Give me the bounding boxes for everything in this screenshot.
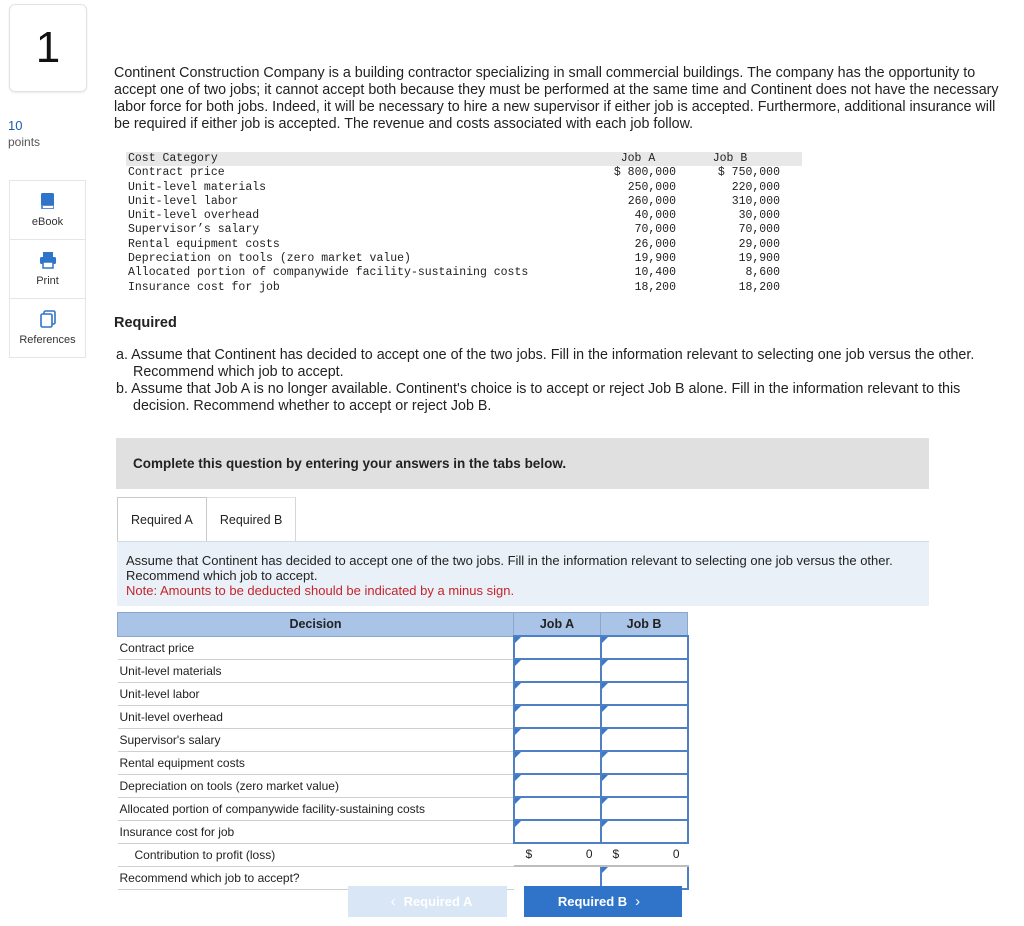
cost-job-a: 10,400 xyxy=(634,266,676,280)
cost-header-category: Cost Category xyxy=(128,152,218,165)
job-a-input[interactable] xyxy=(514,820,601,843)
references-label: References xyxy=(19,334,76,346)
tab-instructions xyxy=(117,541,929,606)
job-b-input[interactable] xyxy=(601,728,688,751)
table-row xyxy=(118,705,688,728)
cost-job-a: $ 800,000 xyxy=(613,166,676,180)
cost-row xyxy=(126,166,802,180)
cost-label: Unit-level labor xyxy=(128,194,239,208)
required-a-text: a. Assume that Continent has decided to accept one of the two jobs. Fill in the information relevant to selecting one job versus the other. Recommend which job to accept. xyxy=(116,347,975,380)
decision-table xyxy=(117,612,689,890)
question-number: 1 xyxy=(9,4,87,92)
table-row xyxy=(118,728,688,751)
cost-label: Unit-level overhead xyxy=(128,209,260,223)
instructions-text: Complete this question by entering your answers in the tabs below. xyxy=(133,456,567,471)
ebook-button[interactable] xyxy=(9,180,86,239)
cost-label: Contract price xyxy=(128,166,225,180)
cost-header-job-b: Job B xyxy=(712,152,748,165)
tool-rail xyxy=(9,180,86,358)
cost-label: Depreciation on tools (zero market value) xyxy=(128,252,411,266)
job-b-input[interactable] xyxy=(601,705,688,728)
job-a-header: Job A xyxy=(514,613,601,637)
cost-table xyxy=(126,152,802,295)
table-row xyxy=(118,774,688,797)
job-b-header: Job B xyxy=(601,613,688,637)
next-button[interactable] xyxy=(524,886,682,917)
cost-row xyxy=(126,266,802,280)
cost-job-b: 19,900 xyxy=(738,252,780,266)
print-button[interactable] xyxy=(9,239,86,298)
cost-job-b: 8,600 xyxy=(745,266,780,280)
chevron-left-icon: ‹ xyxy=(390,893,396,910)
currency-symbol: $ xyxy=(612,847,620,861)
cost-job-b: 70,000 xyxy=(738,223,780,237)
references-button[interactable] xyxy=(9,298,86,358)
cost-row xyxy=(126,281,802,295)
cost-job-a: 18,200 xyxy=(634,280,676,294)
recommend-label: Recommend which job to accept? xyxy=(118,866,514,889)
cost-job-b: 29,000 xyxy=(738,237,780,251)
required-heading: Required xyxy=(114,315,177,331)
job-a-total-value: 0 xyxy=(585,847,593,861)
cost-row xyxy=(126,252,802,266)
job-a-total xyxy=(514,843,601,866)
cost-row xyxy=(126,209,802,223)
job-b-input[interactable] xyxy=(601,751,688,774)
job-b-input[interactable] xyxy=(601,774,688,797)
points-value: 10 xyxy=(8,118,23,133)
cost-row xyxy=(126,223,802,237)
cost-job-b: 18,200 xyxy=(738,280,780,294)
cost-job-b: 220,000 xyxy=(731,180,780,194)
job-b-input[interactable] xyxy=(601,797,688,820)
total-row xyxy=(118,843,688,866)
tab-required-a[interactable]: Required A xyxy=(117,497,207,541)
decision-header: Decision xyxy=(118,613,514,637)
job-a-input[interactable] xyxy=(514,728,601,751)
required-list xyxy=(116,347,1016,415)
previous-button-label: Required A xyxy=(403,894,473,909)
cost-label: Allocated portion of companywide facility-sustaining costs xyxy=(128,266,529,280)
job-a-input[interactable] xyxy=(514,751,601,774)
job-b-input[interactable] xyxy=(601,659,688,682)
total-label: Contribution to profit (loss) xyxy=(118,843,514,866)
cost-job-a: 250,000 xyxy=(627,180,676,194)
table-row xyxy=(118,636,688,659)
job-b-total-value: 0 xyxy=(672,847,680,861)
row-label: Unit-level labor xyxy=(118,682,514,705)
cost-job-b: $ 750,000 xyxy=(717,166,780,180)
required-b-text: b. Assume that Job A is no longer available. Continent's choice is to accept or reject Job B alone. Fill in the information relevant to this decision. Recommend whether to accept or reject Job B. xyxy=(116,381,961,414)
table-row xyxy=(118,820,688,843)
job-a-input[interactable] xyxy=(514,659,601,682)
instructions-banner xyxy=(116,438,929,489)
cost-label: Unit-level materials xyxy=(128,180,267,194)
cost-label: Supervisor’s salary xyxy=(128,223,260,237)
chevron-right-icon: › xyxy=(635,893,641,910)
cost-label: Insurance cost for job xyxy=(128,280,280,294)
job-a-input[interactable] xyxy=(514,682,601,705)
cost-row xyxy=(126,195,802,209)
ebook-label: eBook xyxy=(31,216,64,228)
cost-job-a: 40,000 xyxy=(634,209,676,223)
cost-row xyxy=(126,238,802,252)
cost-job-a: 19,900 xyxy=(634,252,676,266)
tab-required-b[interactable]: Required B xyxy=(207,497,297,541)
row-label: Unit-level overhead xyxy=(118,705,514,728)
row-label: Unit-level materials xyxy=(118,659,514,682)
print-label: Print xyxy=(36,275,59,287)
cost-job-b: 30,000 xyxy=(738,209,780,223)
row-label: Contract price xyxy=(118,636,514,659)
decision-header-row xyxy=(118,613,688,637)
row-label: Rental equipment costs xyxy=(118,751,514,774)
job-b-input[interactable] xyxy=(601,636,688,659)
intro-paragraph: Continent Construction Company is a building contractor specializing in small commercial buildings. The company has the opportunity to accept one of two jobs; it cannot accept both because they must be performed at the same time and Continent does not have the necessary labor force for both jobs. Indeed, it will be necessary to hire a new supervisor if either job is accepted. Furthermore, additional insurance will be required if either job is accepted. The revenue and costs associated with each job follow. xyxy=(114,65,999,132)
job-a-input[interactable] xyxy=(514,636,601,659)
minus-sign-note: Note: Amounts to be deducted should be indicated by a minus sign. xyxy=(126,583,515,598)
points-label: points xyxy=(8,135,41,149)
table-row xyxy=(118,751,688,774)
cost-job-a: 70,000 xyxy=(634,223,676,237)
row-label: Allocated portion of companywide facility-sustaining costs xyxy=(118,797,514,820)
cost-job-b: 310,000 xyxy=(731,194,780,208)
table-row xyxy=(118,682,688,705)
currency-symbol: $ xyxy=(525,847,533,861)
printer-icon xyxy=(39,251,57,269)
cost-job-a: 26,000 xyxy=(634,237,676,251)
next-button-label: Required B xyxy=(557,894,628,909)
cost-header-job-a: Job A xyxy=(620,152,656,165)
table-row xyxy=(118,659,688,682)
job-b-input[interactable] xyxy=(601,682,688,705)
cost-job-a: 260,000 xyxy=(627,194,676,208)
cost-label: Rental equipment costs xyxy=(128,237,280,251)
job-b-input[interactable] xyxy=(601,820,688,843)
cost-table-header xyxy=(126,152,802,166)
cost-row xyxy=(126,181,802,195)
table-row xyxy=(118,797,688,820)
points-info xyxy=(8,118,40,150)
tab-bar xyxy=(117,497,296,541)
row-label: Insurance cost for job xyxy=(118,820,514,843)
job-a-input[interactable] xyxy=(514,705,601,728)
references-icon xyxy=(39,310,57,328)
row-label: Depreciation on tools (zero market value) xyxy=(118,774,514,797)
row-label: Supervisor's salary xyxy=(118,728,514,751)
tab-instruction-text: Assume that Continent has decided to accept one of the two jobs. Fill in the information relevant to selecting one job versus the other. Recommend which job to accept. xyxy=(126,553,893,583)
job-a-input[interactable] xyxy=(514,797,601,820)
job-b-total xyxy=(601,843,688,866)
job-a-input[interactable] xyxy=(514,774,601,797)
previous-button[interactable] xyxy=(348,886,507,917)
book-icon xyxy=(39,192,57,210)
